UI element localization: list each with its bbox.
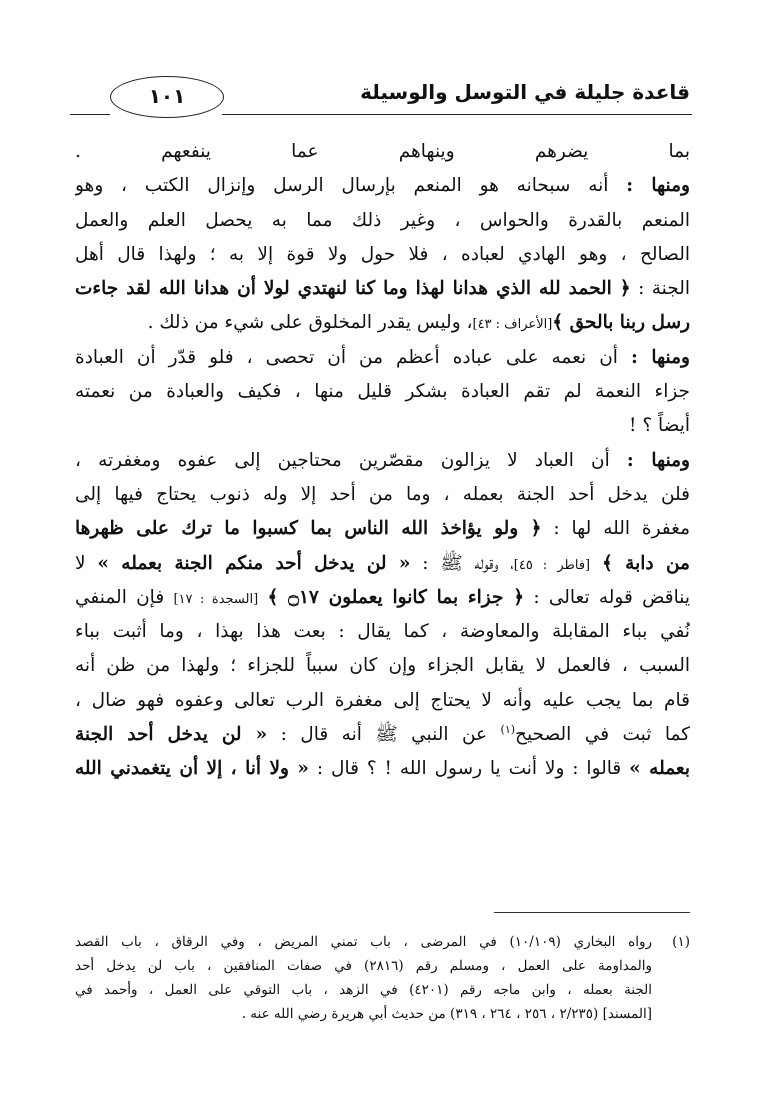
- page-number-badge: [110, 76, 224, 118]
- text-line: [75, 306, 690, 340]
- footnote-text: والمداومة على العمل ، ومسلم رقم (٢٨١٦) في صفات المنافقين ، باب لن يدخل أحد: [75, 958, 652, 974]
- text-line: [75, 409, 690, 443]
- page-header: [70, 70, 692, 122]
- line-text: مغفرة الله لها :: [553, 518, 690, 540]
- line-text: الجنة :: [638, 278, 690, 300]
- text-line: [75, 752, 690, 786]
- footnote-divider: [494, 912, 690, 913]
- main-text: [75, 135, 690, 787]
- line-text: السبب ، فالعمل لا يقابل الجزاء وإن كان سبباً للجزاء ؛ ولهذا من ظن أنه: [75, 655, 690, 677]
- text-line: [75, 581, 690, 615]
- hadith-text: « لن يدخل أحد الجنة: [75, 724, 268, 746]
- footnote-reference[interactable]: (١): [500, 722, 516, 736]
- line-text: أن نعمه على عباده أعظم من أن تحصى ، فلو قدّر أن العبادة: [75, 346, 618, 368]
- line-text: أيضاً ؟ !: [629, 415, 690, 437]
- verse-reference: [فاطر : ٤٥]: [513, 557, 591, 573]
- text-line: [75, 478, 690, 512]
- text-line: [75, 444, 690, 478]
- text-line: [75, 169, 690, 203]
- page-number: ١٠١: [148, 84, 186, 108]
- hadith-text: بعمله »: [629, 758, 690, 780]
- footnote-line: [75, 1002, 690, 1026]
- footnote-line: [75, 930, 690, 954]
- header-rule: [222, 114, 692, 115]
- footnote-text: الجنة بعمله ، وابن ماجه رقم (٤٢٠١) في الزهد ، باب التوقي على العمل ، وأحمد في: [75, 982, 652, 998]
- quran-verse: ﴿ ولو يؤاخذ الله الناس بما كسبوا ما ترك على ظهرها: [75, 518, 542, 540]
- text-line: [75, 615, 690, 649]
- text-line: [75, 272, 690, 306]
- footnote-marker: (١): [672, 934, 690, 950]
- quran-verse: رسل ربنا بالحق ﴾: [552, 312, 690, 334]
- line-text: بما يضرهم وينهاهم عما ينفعهم .: [75, 141, 690, 162]
- line-text: المنعم بالقدرة والحواس ، وغير ذلك مما به يحصل العلم والعمل: [75, 209, 690, 231]
- line-text: أنه سبحانه هو المنعم بإرسال الرسل وإنزال الكتب ، وهو: [75, 175, 609, 197]
- text-line: [75, 684, 690, 718]
- line-text: الصالح ، وهو الهادي لعباده ، فلا حول ولا قوة إلا به ؛ ولهذا قال أهل: [75, 243, 690, 265]
- hadith-text: « لن يدخل أحد منكم الجنة بعمله »: [97, 552, 411, 574]
- text-line: [75, 238, 690, 272]
- footnotes: [75, 930, 690, 1026]
- text-line: [75, 204, 690, 238]
- verse-reference: [الأعراف : ٤٣]: [472, 317, 553, 333]
- quran-verse: ﴿ الحمد لله الذي هدانا لهذا وما كنا لنهتدي لولا أن هدانا الله لقد جاءت: [75, 278, 631, 300]
- paragraph-lead: ومنها :: [630, 346, 690, 368]
- footnote-text: رواه البخاري (١٠/١٠٩) في المرضى ، باب تمني المريض ، وفي الرقاق ، باب القصد: [75, 934, 652, 950]
- quran-verse: ﴿ جزاء بما كانوا يعملون ۝١٧ ﴾: [267, 586, 525, 608]
- text-line: [75, 135, 690, 169]
- footnote-line: [75, 978, 690, 1002]
- paragraph-lead: ومنها :: [626, 175, 690, 197]
- line-tail: عن النبي ﷺ أنه قال :: [280, 724, 488, 746]
- paragraph-lead: ومنها :: [626, 449, 690, 471]
- header-rule-left: [70, 114, 110, 115]
- text-line: [75, 341, 690, 375]
- line-tail: لا: [75, 552, 86, 574]
- line-text: نُفي بباء المقابلة والمعاوضة ، كما يقال : بعت هذا بهذا ، وما أثبت بباء: [75, 621, 690, 643]
- footnote-text: [المسند] (٢/٢٣٥ ، ٢٥٦ ، ٢٦٤ ، ٣١٩) من حديث أبي هريرة رضي الله عنه .: [241, 1006, 652, 1022]
- running-title: قاعدة جليلة في التوسل والوسيلة: [360, 80, 690, 104]
- line-text: ، وليس يقدر المخلوق على شيء من ذلك .: [147, 312, 473, 334]
- text-line: [75, 547, 690, 581]
- quran-verse: من دابة ﴾: [601, 552, 690, 574]
- text-line: [75, 512, 690, 546]
- line-text: قالوا : ولا أنت يا رسول الله ! ؟ قال :: [316, 758, 622, 780]
- line-text: أن العباد لا يزالون مقصّرين محتاجين إلى عفوه ومغفرته ،: [75, 449, 610, 471]
- line-text: كما ثبت في الصحيح: [515, 724, 690, 746]
- footnote-line: [75, 954, 690, 978]
- line-tail: فإن المنفي: [75, 586, 165, 608]
- line-text: جزاء النعمة لم تقم العبادة بشكر قليل منها ، فكيف والعبادة من نعمته: [75, 381, 690, 403]
- text-line: [75, 718, 690, 752]
- text-line: [75, 375, 690, 409]
- hadith-text: « ولا أنا ، إلا أن يتغمدني الله: [75, 758, 309, 780]
- line-text: يناقض قوله تعالى :: [533, 586, 690, 608]
- text-line: [75, 649, 690, 683]
- line-text: قام بما يجب عليه وأنه لا يحتاج إلى مغفرة الرب تعالى وعفوه فهو ضال ،: [75, 689, 690, 711]
- verse-reference: [السجدة : ١٧]: [173, 591, 259, 607]
- line-text: ، وقوله ﷺ :: [422, 552, 514, 574]
- line-text: فلن يدخل أحد الجنة بعمله ، وما من أحد إلا وله ذنوب يحتاج فيها إلى: [75, 483, 690, 505]
